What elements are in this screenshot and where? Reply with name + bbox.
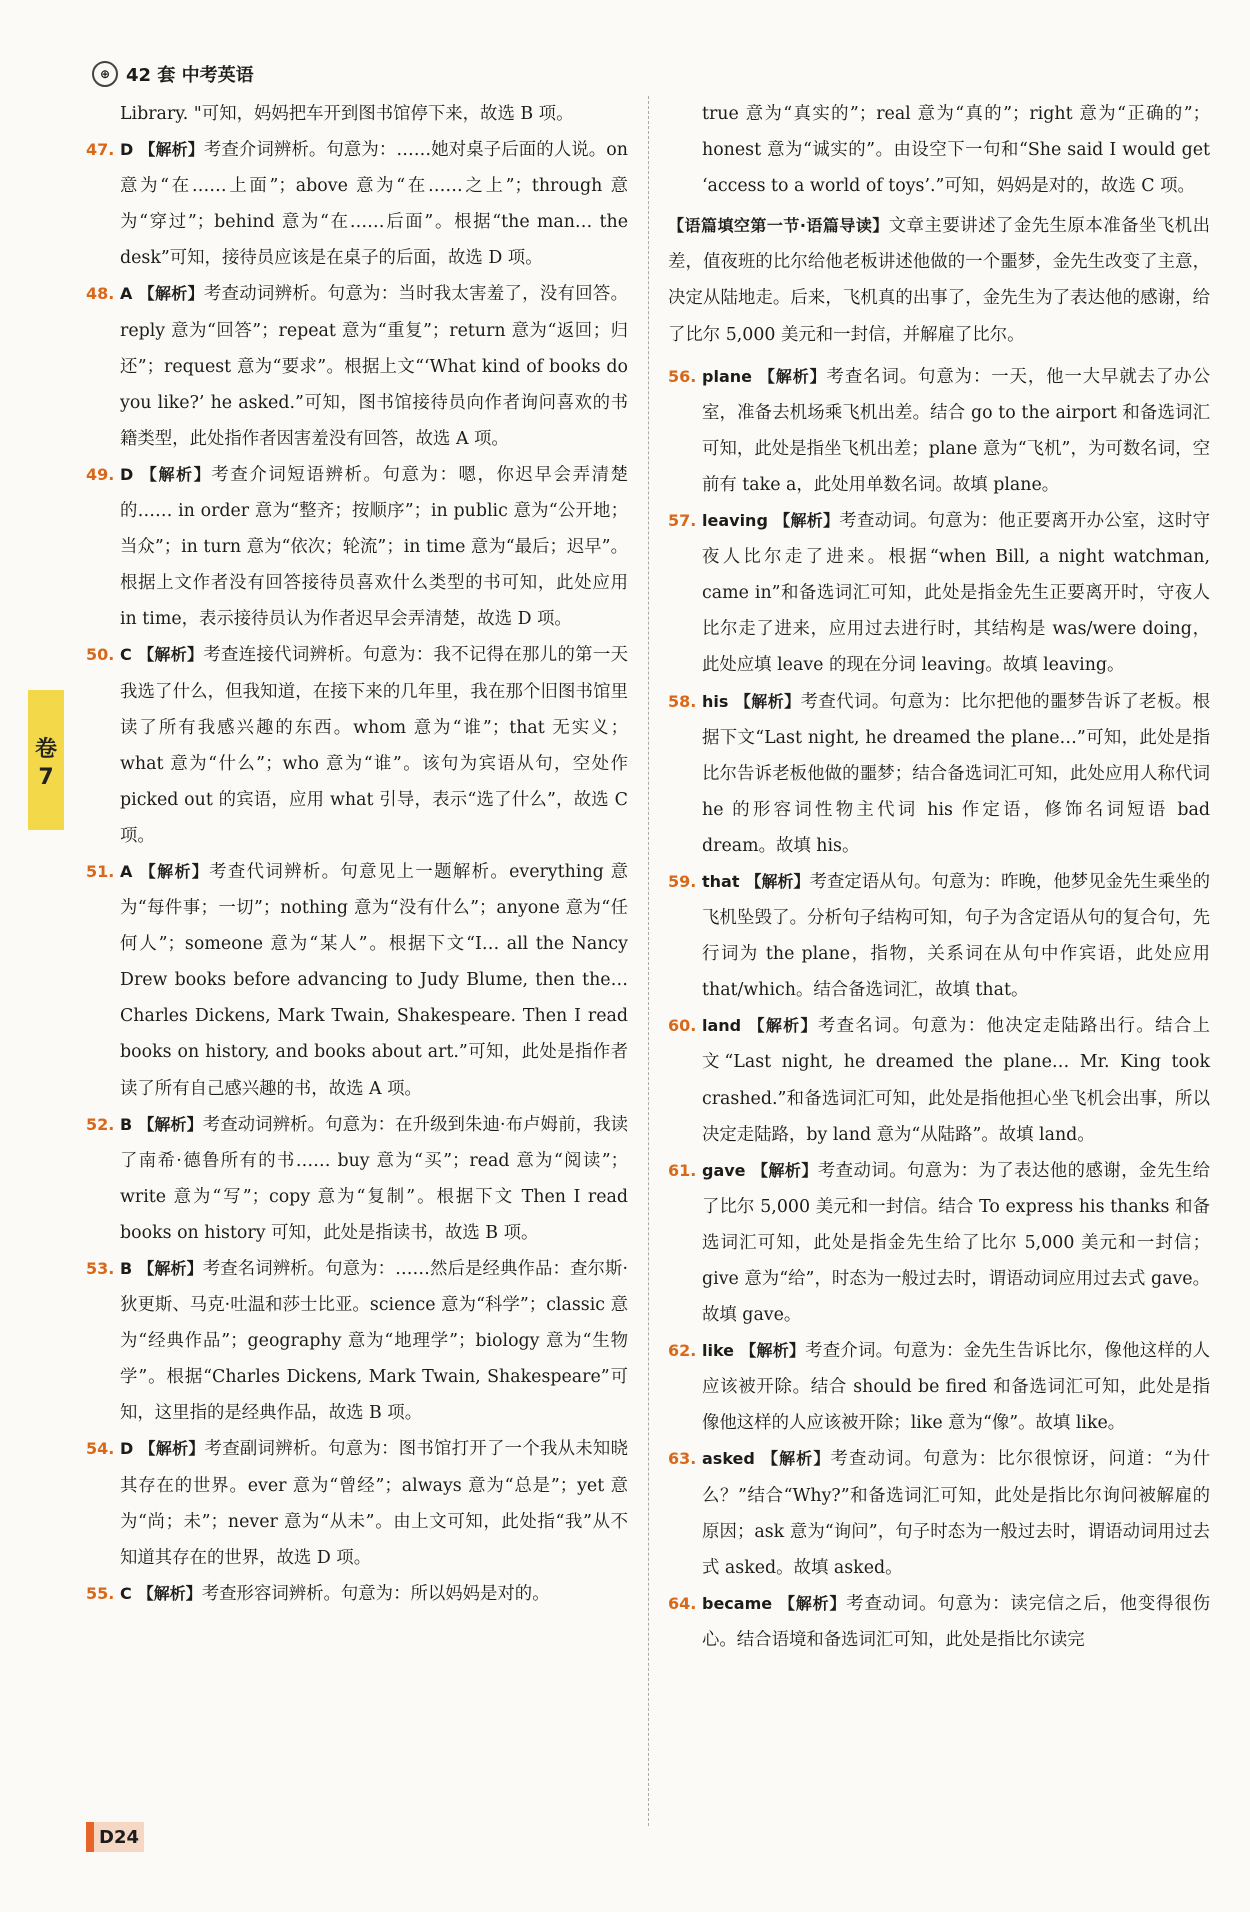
analysis-tag: 【解析】 <box>745 871 810 891</box>
answer-key: asked <box>702 1449 755 1469</box>
question-number: 61. <box>668 1160 697 1180</box>
analysis-text: 考查代词辨析。句意见上一题解析。everything 意为“每件事；一切”；nothing 意为“没有什么”；anyone 意为“任何人”；someone 意为“某人”。根据下文“I… all the Nancy Drew books before advancing to Judy Blume, then the… Charles Dickens, Mark Twain, Shakespeare. Then I read books on history, and books about art.”可知，此处是指作者读了所有自己感兴趣的书，故选 A 项。 <box>120 861 628 1099</box>
analysis-text: 考查动词辨析。句意为：在升级到朱迪·布卢姆前，我读了南希·德鲁所有的书…… buy 意为“买”；read 意为“阅读”；write 意为“写”；copy 意为“复制”。根据下文 Then I read books on history 可知，此处是指读书，故选 B 项。 <box>120 1114 628 1243</box>
answer-entry <box>86 276 628 456</box>
answer-key: A <box>120 284 133 304</box>
analysis-text: 考查动词。句意为：为了表达他的感谢，金先生给了比尔 5,000 美元和一封信。结合 To express his thanks 和备选词汇可知，此处是指金先生给了比尔 5,000 美元和一封信；give 意为“给”，时态为一般过去时，谓语动词应用过去式 gave。故填 gave。 <box>702 1160 1210 1326</box>
volume-tab-label: 卷 7 <box>34 737 57 790</box>
answer-entry <box>668 1008 1210 1152</box>
analysis-text: 考查动词。句意为：比尔很惊讶，问道：“为什么？”结合“Why?”和备选词汇可知，此处是指比尔询问被解雇的原因；ask 意为“询问”，句子时态为一般过去时，谓语动词用过去式 asked。故填 asked。 <box>702 1449 1210 1578</box>
question-number: 63. <box>668 1449 697 1469</box>
analysis-text: 考查介词辨析。句意为：……她对桌子后面的人说。on 意为“在……上面”；above 意为“在……之上”；through 意为“穿过”；behind 意为“在……后面”。根据“the man… the desk”可知，接待员应该是在桌子的后面，故选 D 项。 <box>120 140 628 269</box>
analysis-tag: 【解析】 <box>138 861 210 881</box>
answer-key: D <box>120 140 134 160</box>
analysis-tag: 【解析】 <box>760 1449 831 1469</box>
answer-key: leaving <box>702 511 768 531</box>
answer-key: B <box>120 1114 133 1134</box>
analysis-tag: 【解析】 <box>747 1016 818 1036</box>
answer-key: gave <box>702 1160 746 1180</box>
analysis-text: 考查连接代词辨析。句意为：我不记得在那儿的第一天我选了什么，但我知道，在接下来的几年里，我在那个旧图书馆里读了所有我感兴趣的东西。whom 意为“谁”；that 无实义；what 意为“什么”；who 意为“谁”。该句为宾语从句，空处作 picked out 的宾语，应用 what 引导，表示“选了什么”，故选 C 项。 <box>120 645 628 846</box>
passage-guide-text: 文章主要讲述了金先生原本准备坐飞机出差，值夜班的比尔给他老板讲述他做的一个噩梦，金先生改变了主意，决定从陆地走。后来，飞机真的出事了，金先生为了表达他的感谢，给了比尔 5,000 美元和一封信，并解雇了比尔。 <box>668 216 1210 345</box>
answer-key: B <box>120 1259 133 1278</box>
answer-entry <box>86 457 628 637</box>
left-column <box>86 96 628 1612</box>
answer-key: D <box>120 1439 134 1459</box>
answer-entry <box>668 1153 1210 1333</box>
question-number: 58. <box>668 691 697 711</box>
answer-entry <box>86 1251 628 1431</box>
right-column <box>668 96 1210 1658</box>
analysis-text: 考查动词。句意为：他正要离开办公室，这时守夜人比尔走了进来。根据“when Bill, a night watchman, came in”和备选词汇可知，此处是指金先生正要离开时，守夜人比尔走了进来，应用过去进行时，其结构是 was/were doing，此处应填 leave 的现在分词 leaving。故填 leaving。 <box>702 511 1210 676</box>
question-number: 62. <box>668 1341 697 1361</box>
question-number: 50. <box>86 645 115 665</box>
answer-key: A <box>120 861 133 881</box>
analysis-tag: 【解析】 <box>139 140 204 160</box>
answer-entry <box>86 1431 628 1575</box>
page-number: D24 <box>86 1822 144 1852</box>
answer-key: became <box>702 1593 773 1613</box>
question-number: 48. <box>86 284 115 304</box>
analysis-tag: 【解析】 <box>139 464 212 484</box>
answer-entry <box>668 1586 1210 1658</box>
question-number: 54. <box>86 1439 115 1459</box>
continued-text: Library. "可知，妈妈把车开到图书馆停下来，故选 B 项。 <box>120 104 574 124</box>
analysis-tag: 【解析】 <box>773 511 840 531</box>
analysis-text: 考查名词。句意为：一天，他一大早就去了办公室，准备去机场乘飞机出差。结合 go to the airport 和备选词汇可知，此处是指坐飞机出差；plane 意为“飞机”，为可数名词，空前有 take a，此处用单数名词。故填 plane。 <box>702 366 1210 495</box>
analysis-tag: 【解析】 <box>138 284 204 304</box>
analysis-text: 考查代词。句意为：比尔把他的噩梦告诉了老板。根据下文“Last night, he dreamed the plane…”可知，此处是指比尔告诉老板他做的噩梦；结合备选词汇可知，此处应用人称代词 he 的形容词性物主代词 his 作定语，修饰名词短语 bad dream。故填 his。 <box>702 691 1210 856</box>
answer-entry <box>668 864 1210 1008</box>
analysis-tag: 【解析】 <box>139 1439 205 1459</box>
book-title: 42 套 中考英语 <box>126 65 254 86</box>
answer-entry <box>668 684 1210 864</box>
analysis-text: 考查动词辨析。句意为：当时我太害羞了，没有回答。reply 意为“回答”；repeat 意为“重复”；return 意为“返回；归还”；request 意为“要求”。根据上文“‘What kind of books do you like?’ he asked.”可知，图书馆接待员向作者询问喜欢的书籍类型，此处指作者因害羞没有回答，故选 A 项。 <box>120 284 628 449</box>
answer-entry <box>86 637 628 854</box>
analysis-tag: 【解析】 <box>740 1341 806 1361</box>
passage-guide-title: 【语篇填空第一节·语篇导读】 <box>668 216 889 236</box>
analysis-text: 考查定语从句。句意为：昨晚，他梦见金先生乘坐的飞机坠毁了。分析句子结构可知，句子为含定语从句的复合句，先行词为 the plane，指物，关系词在从句中作宾语，此处应用 that/which。结合备选词汇，故填 that。 <box>702 871 1210 1001</box>
passage-guide <box>668 208 1210 352</box>
answer-entry <box>86 132 628 276</box>
analysis-tag: 【解析】 <box>138 1114 203 1134</box>
answer-entry <box>668 1441 1210 1585</box>
question-number: 49. <box>86 464 115 484</box>
answer-entry <box>86 854 628 1107</box>
volume-tab <box>28 690 64 830</box>
analysis-text: 考查形容词辨析。句意为：所以妈妈是对的。 <box>201 1583 550 1604</box>
page-header <box>92 56 254 92</box>
analysis-tag: 【解析】 <box>137 645 204 665</box>
continued-text: true 意为“真实的”；real 意为“真的”；right 意为“正确的”；honest 意为“诚实的”。由设空下一句和“She said I would get ‘access to a world of toys’.”可知，妈妈是对的，故选 C 项。 <box>702 104 1210 197</box>
question-number: 53. <box>86 1259 115 1278</box>
answer-key: that <box>702 871 740 891</box>
answer-key: D <box>120 464 134 484</box>
analysis-text: 考查介词短语辨析。句意为：嗯，你迟早会弄清楚的…… in order 意为“整齐；按顺序”；in public 意为“公开地；当众”；in turn 意为“依次；轮流”；in time 意为“最后；迟早”。根据上文作者没有回答接待员喜欢什么类型的书可知，此处应用 in time，表示接待员认为作者迟早会弄清楚，故选 D 项。 <box>120 464 628 630</box>
analysis-tag: 【解析】 <box>757 366 827 386</box>
analysis-text: 考查名词。句意为：他决定走陆路出行。结合上文“Last night, he dreamed the plane… Mr. King took crashed.”和备选词汇可知，此处是指他担心坐飞机会出事，所以决定走陆路，by land 意为“从陆路”。故填 land。 <box>702 1016 1210 1145</box>
answer-key: like <box>702 1341 735 1361</box>
question-number: 60. <box>668 1016 697 1036</box>
answer-entry <box>668 503 1210 683</box>
question-number: 52. <box>86 1114 115 1134</box>
answer-entry <box>86 1576 628 1612</box>
answer-key: C <box>120 645 132 665</box>
answer-key: his <box>702 691 729 711</box>
column-divider <box>648 96 649 1826</box>
analysis-tag: 【解析】 <box>751 1160 818 1180</box>
analysis-text: 考查动词。句意为：读完信之后，他变得很伤心。结合语境和备选词汇可知，此处是指比尔读完 <box>702 1593 1210 1650</box>
book-logo-icon: ⊕ <box>92 61 118 87</box>
analysis-text: 考查名词辨析。句意为：……然后是经典作品：查尔斯·狄更斯、马克·吐温和莎士比亚。science 意为“科学”；classic 意为“经典作品”；geography 意为“地理学”；biology 意为“生物学”。根据“Charles Dickens, Mark Twain, Shakespeare”可知，这里指的是经典作品，故选 B 项。 <box>120 1259 628 1424</box>
answer-entry <box>668 359 1210 503</box>
answer-entry <box>668 1333 1210 1441</box>
answer-key: plane <box>702 366 752 386</box>
question-number: 59. <box>668 871 697 891</box>
analysis-tag: 【解析】 <box>137 1583 202 1603</box>
question-number: 47. <box>86 140 115 160</box>
question-number: 56. <box>668 366 697 386</box>
question-number: 57. <box>668 511 697 531</box>
analysis-text: 考查副词辨析。句意为：图书馆打开了一个我从未知晓其存在的世界。ever 意为“曾经”；always 意为“总是”；yet 意为“尚；未”；never 意为“从未”。由上文可知，此处指“我”从不知道其存在的世界，故选 D 项。 <box>120 1439 628 1568</box>
analysis-tag: 【解析】 <box>734 691 801 711</box>
question-number: 51. <box>86 861 115 881</box>
analysis-tag: 【解析】 <box>778 1593 847 1613</box>
answer-key: land <box>702 1016 742 1036</box>
question-number: 55. <box>86 1583 115 1603</box>
analysis-tag: 【解析】 <box>138 1259 203 1278</box>
analysis-text: 考查介词。句意为：金先生告诉比尔，像他这样的人应该被开除。结合 should be fired 和备选词汇可知，此处是指像他这样的人应该被开除；like 意为“像”。故填 like。 <box>702 1341 1210 1434</box>
answer-entry <box>86 1107 628 1251</box>
question-number: 64. <box>668 1593 697 1613</box>
answer-key: C <box>120 1583 132 1603</box>
